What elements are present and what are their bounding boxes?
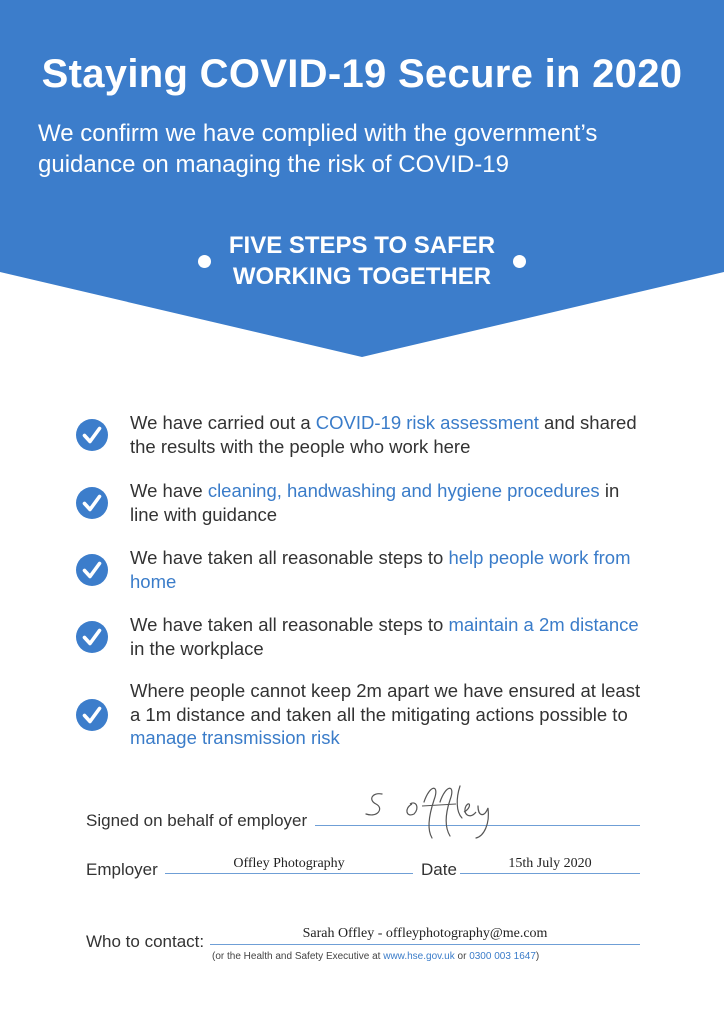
step-text-plain: We have [130,480,208,501]
step-text-plain: in line with guidance [130,480,620,525]
date-label: Date [421,860,457,879]
employer-value: Offley Photography [233,856,345,871]
page-title: Staying COVID-19 Secure in 2020 [41,52,683,96]
step-link[interactable]: cleaning, handwashing and hygiene procedures [207,480,600,501]
step-text [130,411,650,458]
check-circle-icon [76,487,108,519]
note-text: (or the Health and Safety Executive at [212,951,384,962]
step-text-plain: We have carried out a [130,412,316,433]
hse-note [212,951,539,962]
employer-line[interactable] [165,873,413,874]
step-link[interactable]: manage transmission risk [130,727,340,748]
page-subtitle: We confirm we have complied with the government’s guidance on managing the risk of COVID-19 [38,120,598,178]
contact-label: Who to contact: [86,932,205,951]
note-text: ) [535,951,540,962]
note-text: or [454,951,470,962]
contact-value: Sarah Offley - offleyphotography@me.com [302,926,548,941]
hse-phone-link[interactable]: 0300 003 1647 [469,951,536,962]
signed-label: Signed on behalf of employer [86,811,308,830]
step-link[interactable]: COVID-19 risk assessment [315,412,539,433]
hse-website-link[interactable]: www.hse.gov.uk [383,951,455,962]
step-text [130,546,650,593]
date-value: 15th July 2020 [508,856,592,871]
steps-heading-line2: WORKING TOGETHER [232,263,492,290]
check-circle-icon [76,419,108,451]
check-circle-icon [76,699,108,731]
steps-heading-line1: FIVE STEPS TO SAFER [228,232,496,259]
check-circle-icon [76,621,108,653]
contact-line[interactable] [210,944,640,945]
step-text [130,613,650,660]
step-link[interactable]: help people work from home [130,547,631,592]
step-text-plain: and shared the results with the people who work here [130,412,637,457]
step-text-plain: in the workplace [130,637,264,659]
step-text [130,679,650,750]
step-text [130,479,650,526]
step-text-plain: We have taken all reasonable steps to [130,547,449,568]
check-circle-icon [76,554,108,586]
date-line[interactable] [460,873,640,874]
step-link[interactable]: maintain a 2m distance [448,614,639,635]
employer-label: Employer [86,860,158,879]
step-text-plain: Where people cannot keep 2m apart we have ensured at least a 1m distance and taken all the mitigating actions possible to [130,680,641,725]
handwritten-signature [360,778,500,842]
step-text-plain: We have taken all reasonable steps to [130,614,449,635]
